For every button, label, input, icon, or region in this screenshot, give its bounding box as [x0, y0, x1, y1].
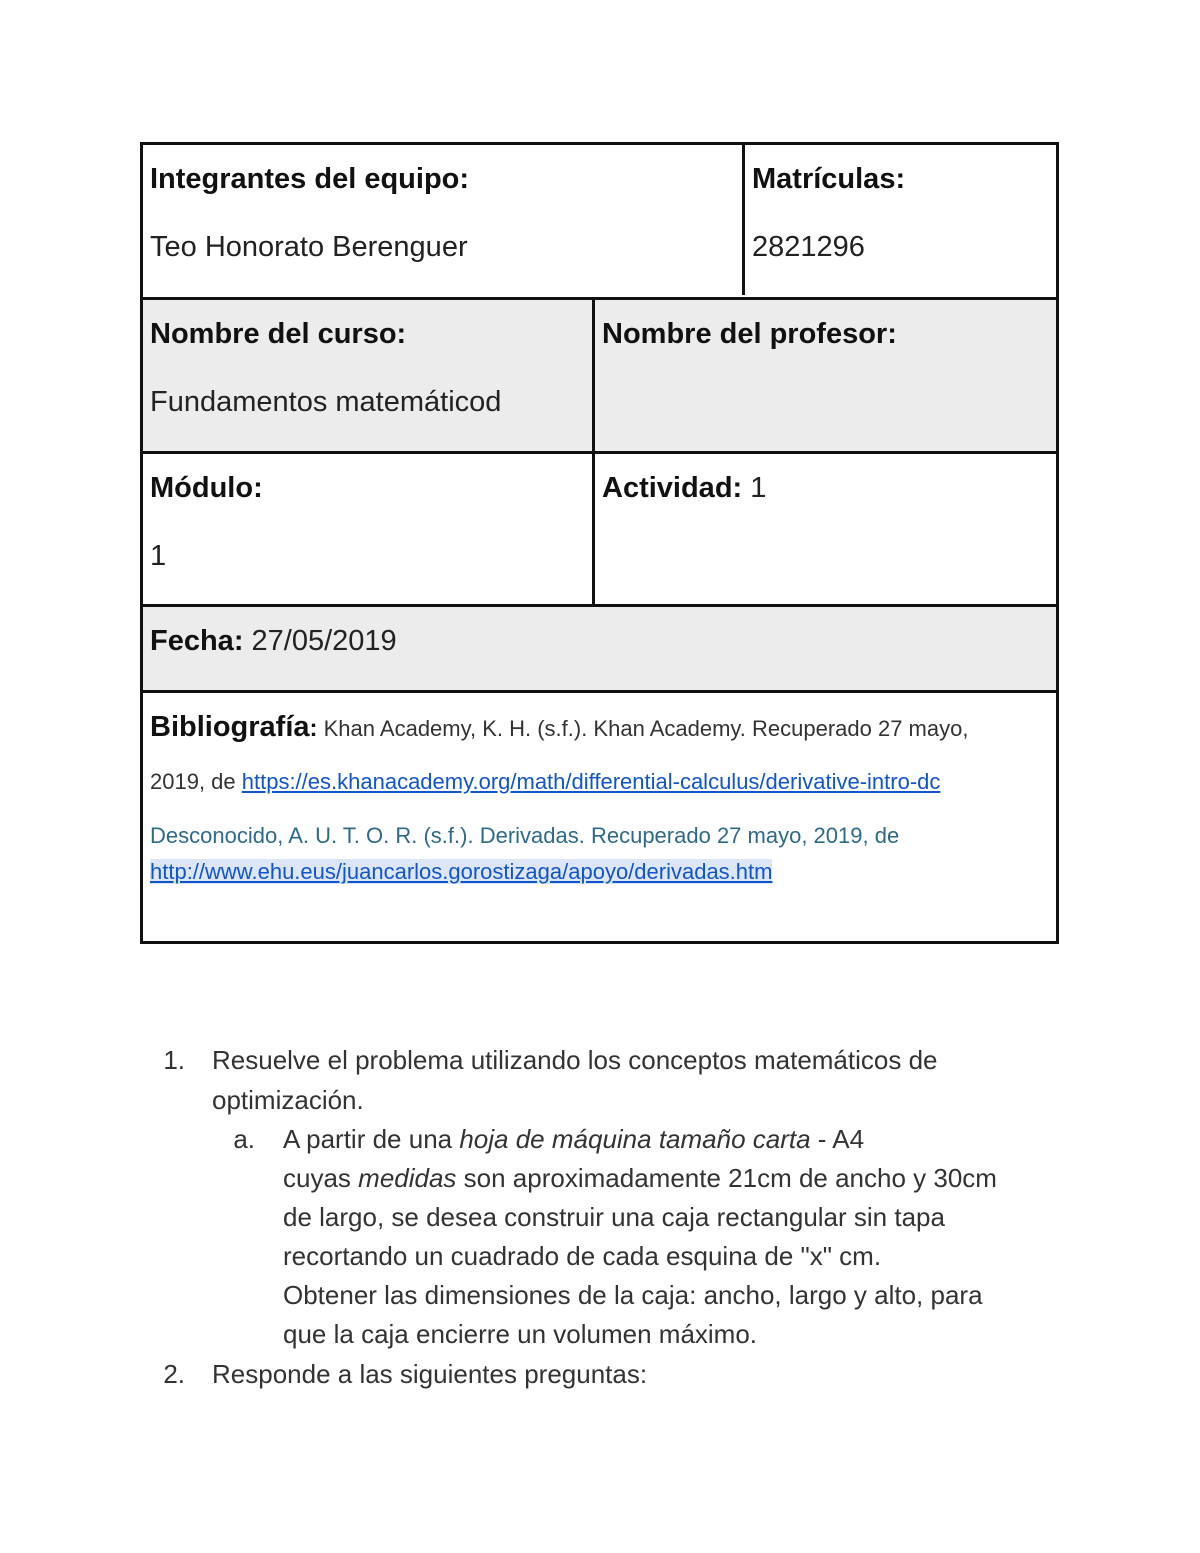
cover-table: [140, 142, 1059, 944]
sub-a-line2: [283, 1163, 997, 1194]
date-line: [150, 625, 397, 658]
course-cell: [143, 300, 595, 451]
bibliography-ref2-text: Desconocido, A. U. T. O. R. (s.f.). Derivadas. Recuperado 27 mayo, 2019, de: [150, 823, 900, 848]
sub-a-line1-pre: A partir de una: [283, 1124, 460, 1154]
bibliography-label: Bibliografía: [150, 711, 310, 743]
date-cell: [143, 607, 1056, 690]
sub-a-line2-emphasis: medidas: [358, 1163, 457, 1193]
activity-cell: [595, 454, 1056, 604]
professor-cell: [595, 300, 1056, 451]
id-value: 2821296: [752, 231, 865, 263]
activity-label: Actividad:: [602, 472, 743, 504]
activity-value: 1: [742, 472, 767, 504]
sub-a-line5: Obtener las dimensiones de la caja: ancho, largo y alto, para: [283, 1280, 983, 1310]
course-label: Nombre del curso:: [150, 318, 407, 350]
item1-line1: Resuelve el problema utilizando los conceptos matemáticos de: [212, 1045, 938, 1075]
team-value: Teo Honorato Berenguer: [150, 231, 468, 263]
sub-a-line4: recortando un cuadrado de cada esquina de "x" cm.: [283, 1241, 882, 1271]
ehu-derivadas-link[interactable]: http://www.ehu.eus/juancarlos.gorostizaga/apoyo/derivadas.htm: [150, 859, 773, 884]
item1-line2: optimización.: [212, 1085, 364, 1115]
date-label: Fecha:: [150, 625, 244, 657]
sub-a-line1-emphasis: hoja de máquina tamaño carta: [459, 1124, 811, 1154]
bibliography-row: [140, 690, 1059, 944]
sub-a-letter: a.: [233, 1124, 255, 1154]
sub-a-line1: [283, 1124, 864, 1155]
bibliography-ref1-line2: [150, 769, 940, 795]
item1-number: 1.: [163, 1045, 185, 1075]
sub-a-line6: que la caja encierre un volumen máximo.: [283, 1319, 758, 1349]
date-row: [140, 604, 1059, 690]
module-value: 1: [150, 540, 167, 572]
professor-label: Nombre del profesor:: [602, 318, 897, 350]
module-row: [140, 451, 1059, 604]
team-label: Integrantes del equipo:: [150, 163, 470, 195]
bibliography-ref1-line1: [150, 711, 968, 744]
date-value: 27/05/2019: [243, 625, 397, 657]
id-label: Matrículas:: [752, 163, 906, 195]
sub-a-line1-post: - A4: [810, 1124, 865, 1154]
bibliography-colon: :: [309, 715, 318, 742]
item2-number: 2.: [163, 1359, 185, 1389]
course-row: [140, 297, 1059, 451]
bibliography-ref1-text: Khan Academy, K. H. (s.f.). Khan Academy. Recuperado 27 mayo,: [317, 716, 969, 741]
sub-a-line2-post: son aproximadamente 21cm de ancho y 30cm: [456, 1163, 997, 1193]
team-cell: [143, 145, 745, 295]
sub-a-line3: de largo, se desea construir una caja rectangular sin tapa: [283, 1202, 945, 1232]
bibliography-ref1-prefix: 2019, de: [150, 769, 242, 794]
course-value: Fundamentos matemáticod: [150, 386, 502, 418]
id-cell: [745, 145, 1056, 297]
item2-line1: Responde a las siguientes preguntas:: [212, 1359, 648, 1389]
bibliography-ref2-line2: [150, 859, 772, 885]
module-label: Módulo:: [150, 472, 263, 504]
sub-a-line2-pre: cuyas: [283, 1163, 359, 1193]
team-row: [140, 142, 1059, 297]
bibliography-cell: [143, 693, 1056, 941]
khan-academy-link[interactable]: https://es.khanacademy.org/math/differential-calculus/derivative-intro-dc: [241, 769, 941, 794]
module-cell: [143, 454, 595, 604]
activity-line: [602, 472, 766, 505]
